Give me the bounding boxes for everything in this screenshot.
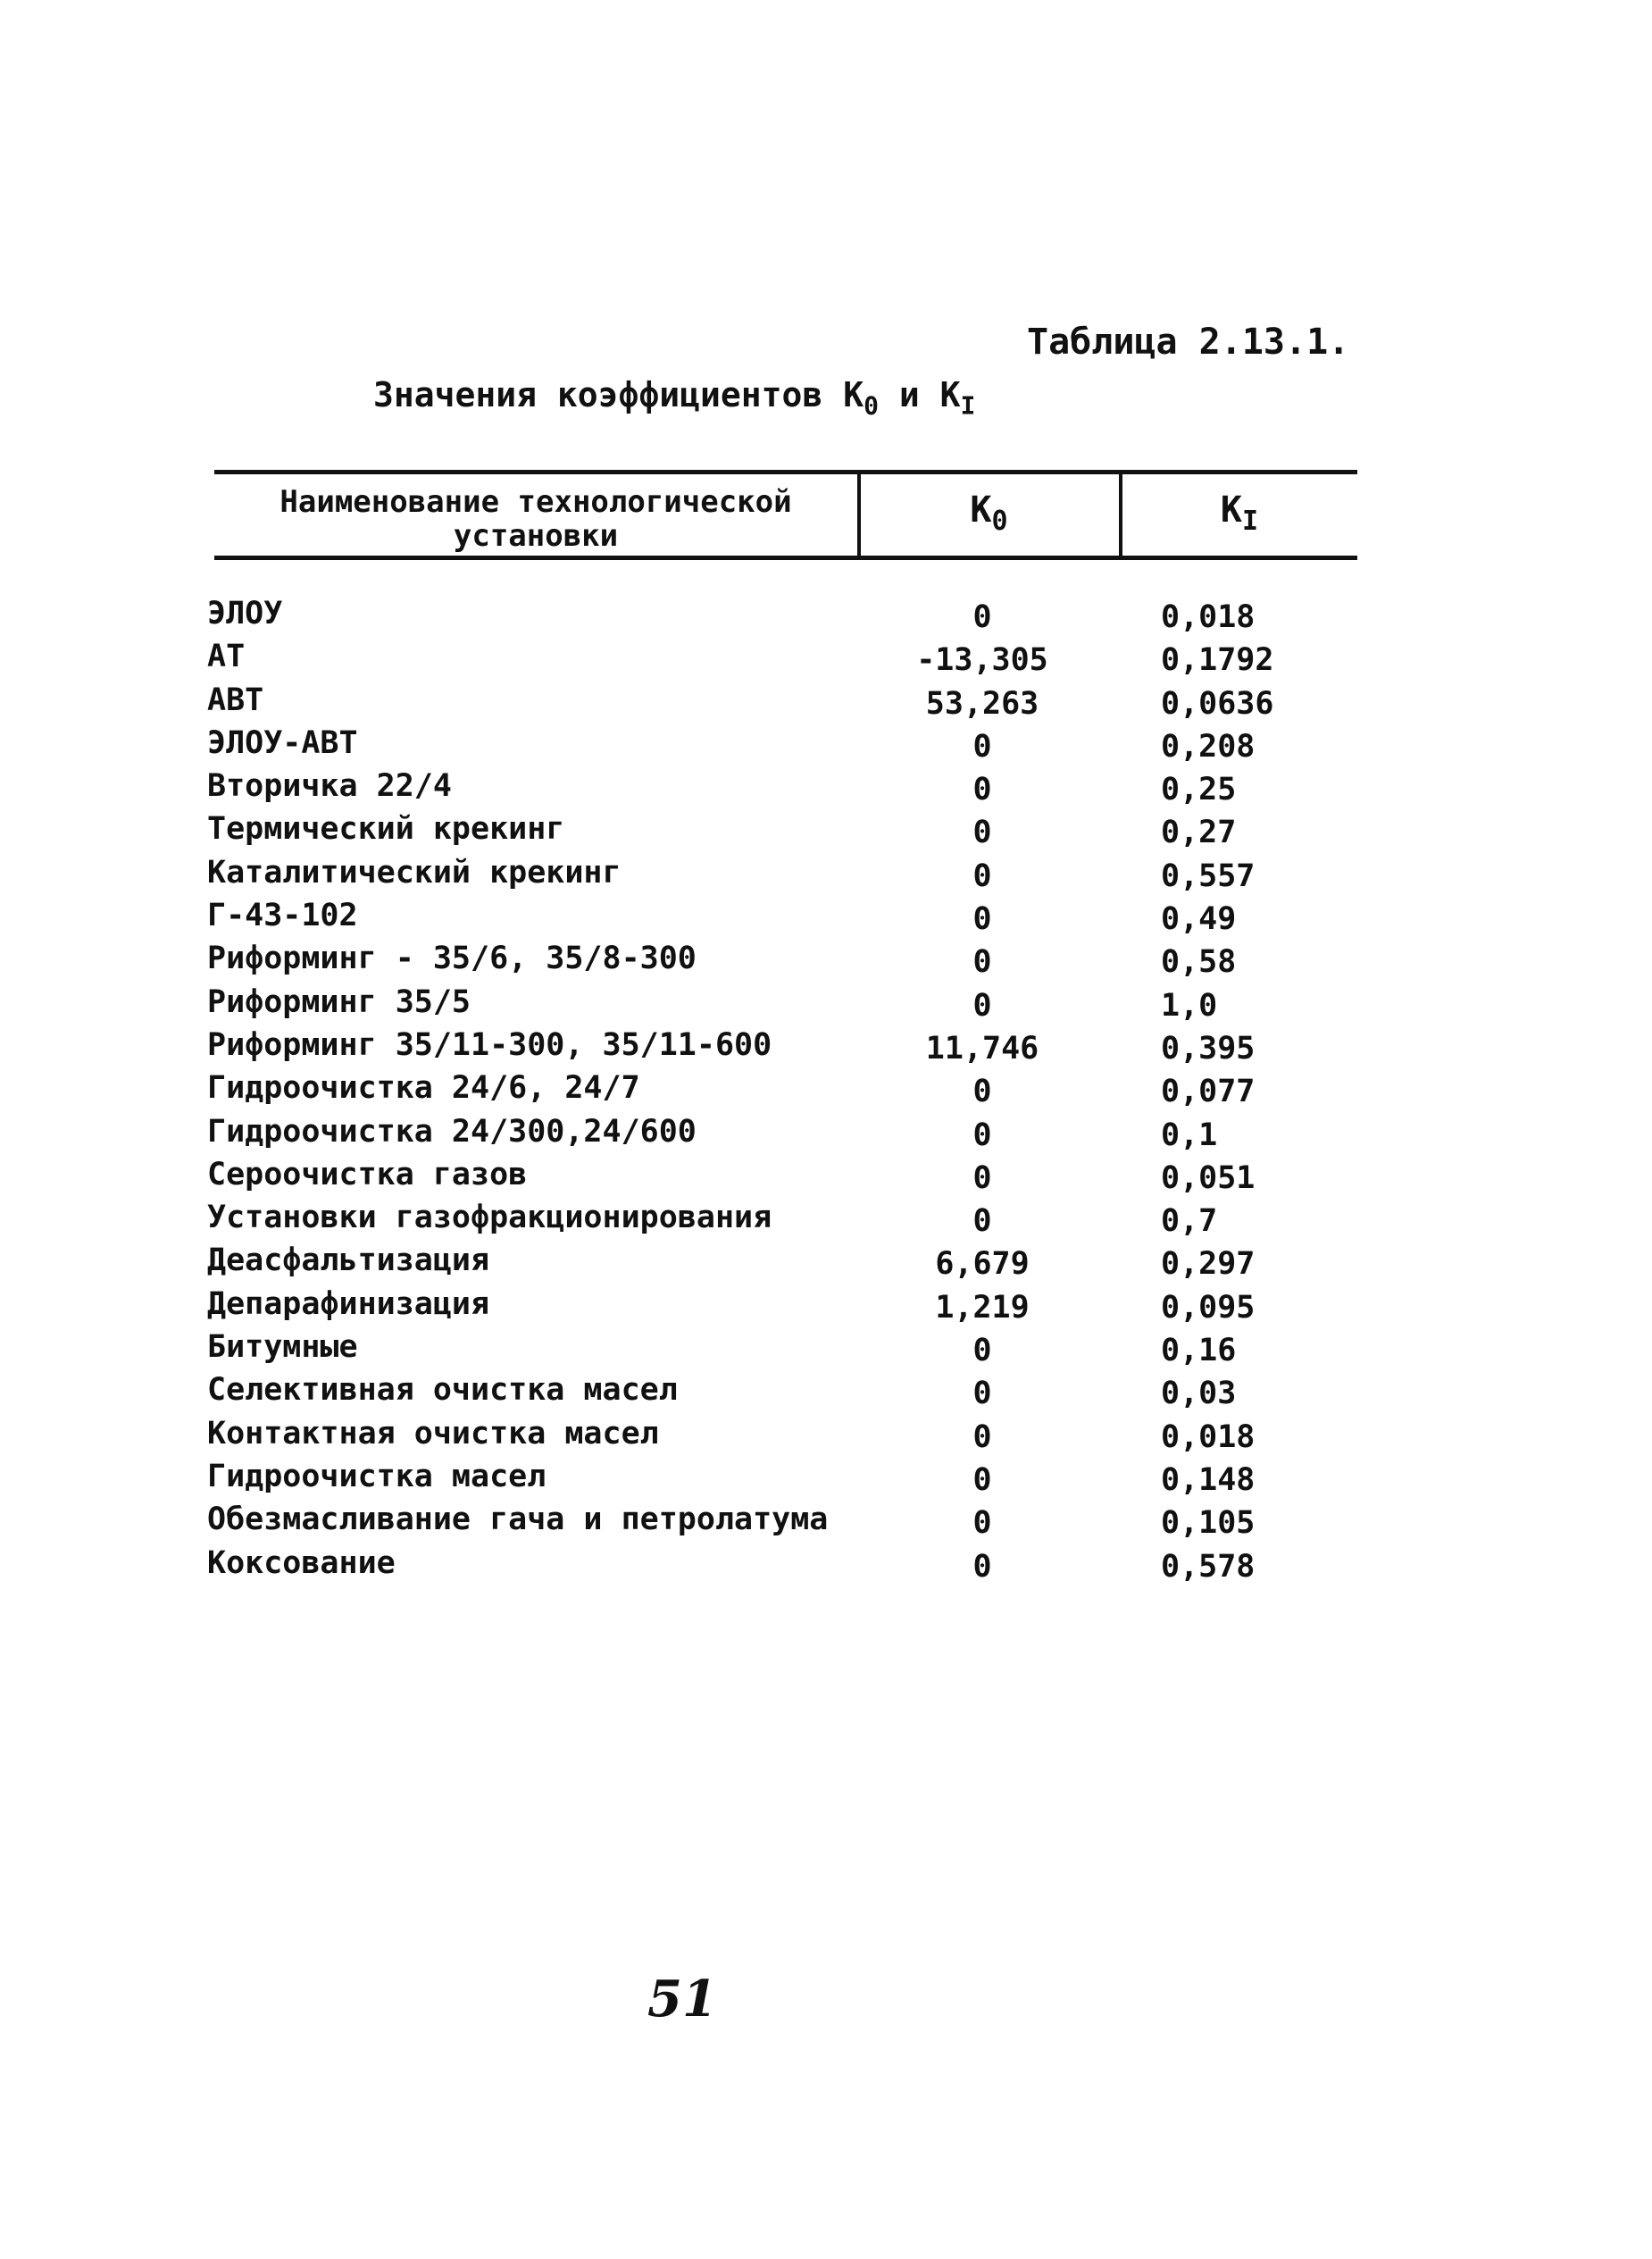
row-k0: 0 (972, 772, 992, 808)
table-row (0, 1372, 1652, 1415)
row-name: Риформинг 35/5 (207, 983, 471, 1020)
table-row (0, 1070, 1652, 1113)
row-k1: 0,208 (1161, 728, 1256, 765)
row-k0: 0 (972, 987, 992, 1024)
header-top-rule (214, 470, 1357, 474)
row-k0: 0 (972, 944, 992, 981)
table-row (0, 1027, 1652, 1070)
row-name: Г-43-102 (207, 898, 358, 934)
row-k1: 0,395 (1161, 1030, 1256, 1067)
row-k0: 1,219 (935, 1289, 1030, 1326)
table-row (0, 639, 1652, 682)
row-name: Обезмасливание гача и петролатума (207, 1502, 829, 1538)
row-k1: 0,018 (1161, 1418, 1256, 1455)
row-k0: 0 (972, 599, 992, 635)
table-row (0, 811, 1652, 854)
table-row (0, 682, 1652, 725)
table-row (0, 941, 1652, 983)
row-k1: 0,095 (1161, 1289, 1256, 1326)
row-name: Риформинг - 35/6, 35/8-300 (207, 941, 697, 977)
row-name: Вторичка 22/4 (207, 768, 452, 805)
row-k1: 0,297 (1161, 1246, 1256, 1283)
row-name: Гидроочистка 24/300,24/600 (207, 1113, 697, 1150)
row-k1: 0,051 (1161, 1159, 1256, 1196)
row-k1: 0,077 (1161, 1074, 1256, 1110)
column-header-name: Наименование технологической установки (280, 484, 792, 554)
table-row (0, 1200, 1652, 1242)
row-k1: 0,578 (1161, 1548, 1256, 1585)
row-k0: -13,305 (916, 642, 1048, 679)
caption-text: Значения коэффициентов (373, 375, 823, 414)
row-k1: 0,0636 (1161, 685, 1274, 722)
row-k1: 0,58 (1161, 944, 1237, 981)
row-k1: 0,1792 (1161, 642, 1274, 679)
header-bottom-rule (214, 556, 1357, 560)
row-k0: 0 (972, 858, 992, 894)
row-k1: 0,27 (1161, 815, 1237, 851)
row-k1: 0,018 (1161, 599, 1256, 635)
row-k0: 0 (972, 815, 992, 851)
header-divider-2 (1119, 470, 1122, 559)
table-row (0, 1157, 1652, 1200)
row-name: ЭЛОУ (207, 596, 283, 632)
table-row (0, 984, 1652, 1027)
row-name: Термический крекинг (207, 811, 565, 848)
table-number: Таблица 2.13.1. (1027, 322, 1350, 363)
row-k0: 11,746 (925, 1030, 1039, 1067)
row-name: Сероочистка газов (207, 1156, 528, 1192)
row-k1: 0,148 (1161, 1461, 1256, 1498)
table-row (0, 1286, 1652, 1329)
row-k0: 0 (972, 1333, 992, 1369)
row-name: Каталитический крекинг (207, 854, 622, 891)
row-name: АВТ (207, 682, 264, 718)
row-name: Деасфальтизация (207, 1242, 490, 1279)
caption-k1: $K_I$ (939, 375, 976, 421)
row-k0: 53,263 (925, 685, 1039, 722)
table-row (0, 1329, 1652, 1372)
table-row (0, 596, 1652, 639)
table-row (0, 1545, 1652, 1588)
row-k1: 0,105 (1161, 1505, 1256, 1542)
row-name: АТ (207, 639, 246, 675)
row-name: Коксование (207, 1544, 396, 1581)
row-k0: 0 (972, 1159, 992, 1196)
table-row (0, 1459, 1652, 1502)
column-header-k1: $K_I$ (1220, 489, 1259, 537)
row-k1: 0,49 (1161, 901, 1237, 938)
row-k0: 0 (972, 1203, 992, 1240)
column-header-k0: $K_0$ (970, 489, 1008, 537)
row-k0: 0 (972, 1461, 992, 1498)
row-k0: 0 (972, 1117, 992, 1153)
page-number: 51 (647, 1970, 717, 2029)
row-name: Риформинг 35/11-300, 35/11-600 (207, 1026, 772, 1063)
row-k1: 0,557 (1161, 858, 1256, 894)
row-name: Селективная очистка масел (207, 1372, 678, 1409)
table-row (0, 1502, 1652, 1544)
row-k0: 0 (972, 1376, 992, 1412)
row-name: ЭЛОУ-АВТ (207, 724, 358, 761)
table-row (0, 1114, 1652, 1157)
row-name: Контактная очистка масел (207, 1415, 659, 1452)
row-name: Депарафинизация (207, 1285, 490, 1322)
table-row (0, 768, 1652, 811)
row-k0: 0 (972, 901, 992, 938)
row-k1: 0,03 (1161, 1376, 1237, 1412)
row-k0: 0 (972, 1074, 992, 1110)
table-caption (373, 375, 975, 421)
row-k0: 0 (972, 728, 992, 765)
row-name: Установки газофракционирования (207, 1200, 772, 1236)
row-name: Гидроочистка масел (207, 1458, 546, 1494)
table-body (0, 596, 1652, 1588)
row-k0: 0 (972, 1505, 992, 1542)
row-k0: 6,679 (935, 1246, 1030, 1283)
row-name: Гидроочистка 24/6, 24/7 (207, 1070, 640, 1107)
row-k1: 0,7 (1161, 1203, 1218, 1240)
table-row (0, 725, 1652, 768)
table-row (0, 898, 1652, 941)
row-k1: 1,0 (1161, 987, 1218, 1024)
row-k1: 0,25 (1161, 772, 1237, 808)
table-row (0, 855, 1652, 898)
header-divider-1 (857, 470, 861, 559)
row-k0: 0 (972, 1418, 992, 1455)
row-k0: 0 (972, 1548, 992, 1585)
row-k1: 0,1 (1161, 1117, 1218, 1153)
caption-k0: $K_0$ (843, 375, 879, 421)
caption-conj: и (898, 375, 920, 414)
table-row (0, 1416, 1652, 1459)
table-row (0, 1242, 1652, 1285)
row-name: Битумные (207, 1329, 358, 1366)
row-k1: 0,16 (1161, 1333, 1237, 1369)
